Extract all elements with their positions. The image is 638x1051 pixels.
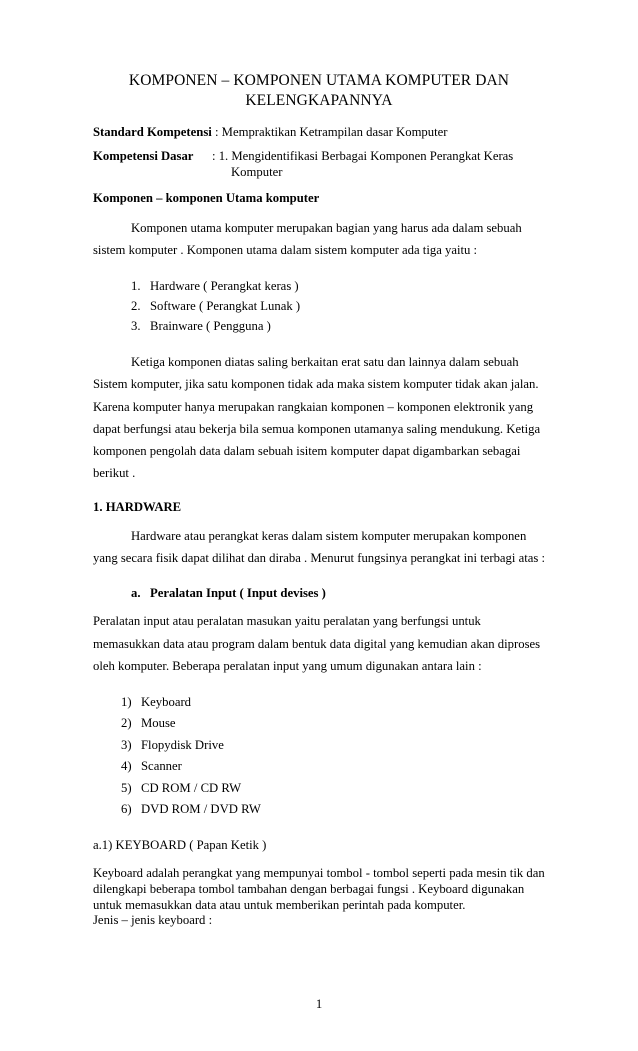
input-list-text: Mouse	[141, 716, 176, 730]
input-list-number: 4)	[121, 759, 132, 773]
input-para-line: oleh komputer. Beberapa peralatan input yang umum digunakan antara lain :	[93, 659, 482, 673]
list-item-text: Software ( Perangkat Lunak )	[150, 299, 301, 313]
intro-line-2: sistem komputer . Komponen utama dalam sistem komputer ada tiga yaitu :	[93, 243, 478, 257]
input-list-item	[121, 802, 261, 817]
input-list-text: DVD ROM / DVD RW	[141, 802, 261, 816]
keyboard-para-line: Keyboard adalah perangkat yang mempunyai tombol - tombol seperti pada mesin tik dan	[93, 866, 545, 880]
input-list-item	[121, 738, 224, 753]
input-list-number: 1)	[121, 695, 132, 709]
paragraph-line: dapat berfungsi atau bekerja bila semua komponen utamanya saling mendukung. Ketiga	[93, 422, 541, 436]
intro-line-1: Komponen utama komputer merupakan bagian yang harus ada dalam sebuah	[131, 221, 522, 235]
paragraph-line: komponen pengolah data dalam sebuah isitem komputer dapat digambarkan sebagai	[93, 444, 521, 458]
list-item	[131, 299, 300, 314]
input-list-number: 2)	[121, 716, 132, 730]
input-list-item	[121, 759, 182, 774]
standard-kompetensi-row	[93, 125, 448, 140]
input-devices-heading-text: Peralatan Input ( Input devises )	[150, 586, 326, 600]
document-title-line-1: KOMPONEN – KOMPONEN UTAMA KOMPUTER DAN	[128, 72, 510, 89]
paragraph-line: berikut .	[93, 466, 136, 480]
list-item-number: 3.	[131, 319, 141, 333]
input-list-item	[121, 716, 176, 731]
page-number: 1	[315, 997, 323, 1011]
section-heading: Komponen – komponen Utama komputer	[93, 191, 320, 205]
list-item-text: Hardware ( Perangkat keras )	[150, 279, 299, 293]
input-list-item	[121, 781, 241, 796]
standard-kompetensi-value: : Mempraktikan Ketrampilan dasar Komputer	[211, 125, 448, 139]
hardware-para-line-2: yang secara fisik dapat dilihat dan diraba . Menurut fungsinya perangkat ini terbagi atas :	[93, 551, 546, 565]
kompetensi-dasar-value-line-2: Komputer	[231, 165, 283, 179]
input-list-number: 5)	[121, 781, 132, 795]
input-list-item	[121, 695, 191, 710]
hardware-heading: 1. HARDWARE	[93, 500, 182, 514]
paragraph-line: Ketiga komponen diatas saling berkaitan erat satu dan lainnya dalam sebuah	[131, 355, 519, 369]
keyboard-heading: a.1) KEYBOARD ( Papan Ketik )	[93, 838, 267, 852]
input-list-number: 3)	[121, 738, 132, 752]
keyboard-para-line: dilengkapi beberapa tombol tambahan dengan berbagai fungsi . Keyboard digunakan	[93, 882, 525, 896]
paragraph-line: Karena komputer hanya merupakan rangkaian komponen – komponen elektronik yang	[93, 400, 534, 414]
input-list-text: CD ROM / CD RW	[141, 781, 242, 795]
document-title-line-2: KELENGKAPANNYA	[245, 92, 393, 109]
input-list-text: Keyboard	[141, 695, 192, 709]
keyboard-para-line: untuk memasukkan data atau untuk memberikan perintah pada komputer.	[93, 898, 466, 912]
input-list-text: Scanner	[141, 759, 182, 773]
input-list-text: Flopydisk Drive	[141, 738, 224, 752]
list-item-text: Brainware ( Pengguna )	[150, 319, 271, 333]
input-para-line: memasukkan data atau program dalam bentuk data digital yang kemudian akan diproses	[93, 637, 541, 651]
list-item	[131, 279, 299, 294]
kompetensi-dasar-value-line-1: : 1. Mengidentifikasi Berbagai Komponen Perangkat Keras	[212, 149, 514, 163]
input-list-number: 6)	[121, 802, 132, 816]
list-item	[131, 319, 271, 334]
paragraph-line: Sistem komputer, jika satu komponen tidak ada maka sistem komputer tidak akan jalan.	[93, 377, 539, 391]
input-devices-heading	[131, 586, 326, 601]
list-item-number: 1.	[131, 279, 141, 293]
hardware-para-line-1: Hardware atau perangkat keras dalam sistem komputer merupakan komponen	[131, 529, 527, 543]
list-item-number: 2.	[131, 299, 141, 313]
kompetensi-dasar-label: Kompetensi Dasar	[93, 149, 194, 163]
input-devices-heading-number: a.	[131, 586, 141, 600]
input-para-line: Peralatan input atau peralatan masukan yaitu peralatan yang berfungsi untuk	[93, 614, 481, 628]
standard-kompetensi-label: Standard Kompetensi	[93, 125, 212, 139]
keyboard-para-line: Jenis – jenis keyboard :	[93, 913, 213, 927]
